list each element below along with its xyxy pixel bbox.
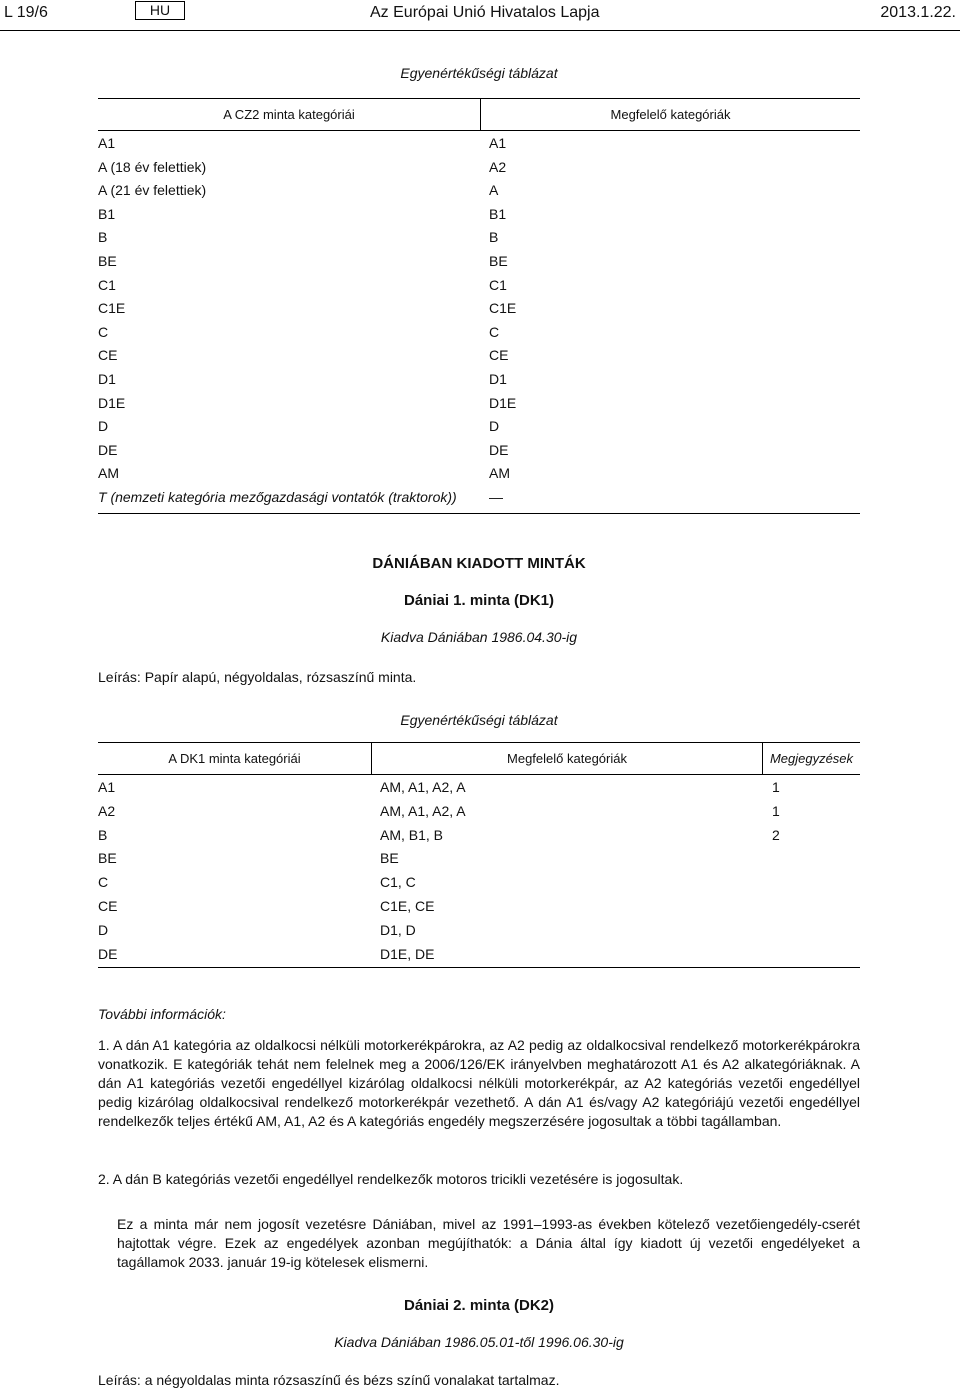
journal-title: Az Európai Unió Hivatalos Lapja xyxy=(370,4,600,21)
table-row xyxy=(98,156,860,180)
note-2: 2. A dán B kategóriás vezetői engedéllyel rendelkezők motoros tricikli vezetésére is jogosultak. xyxy=(98,1171,684,1187)
table-row xyxy=(98,824,860,848)
table2-cell-equivalent: C1, C xyxy=(380,874,416,891)
table2-cell-equivalent: AM, B1, B xyxy=(380,826,444,843)
notes-heading: További információk: xyxy=(98,1006,226,1022)
table1-cell-category: BE xyxy=(98,252,117,269)
table-row xyxy=(98,871,860,895)
table-row xyxy=(98,392,860,416)
table1-cell-category: CE xyxy=(98,347,118,364)
sample1-description: Leírás: Papír alapú, négyoldalas, rózsaszínű minta. xyxy=(98,669,417,685)
table1-cell-category: A (18 év felettiek) xyxy=(98,158,207,175)
page-header xyxy=(0,0,960,30)
table1-cell-category: A (21 év felettiek) xyxy=(98,182,207,199)
table1-cell-equivalent: A2 xyxy=(489,158,507,175)
table-row xyxy=(98,274,860,298)
table2-cell-category: C xyxy=(98,874,109,891)
table1-cell-category: B1 xyxy=(98,205,116,222)
table-row xyxy=(98,368,860,392)
table1-cell-equivalent: D1E xyxy=(489,394,517,411)
table1-header-rule xyxy=(98,130,860,131)
table2-cell-category: D xyxy=(98,921,109,938)
table2-caption: Egyenértékűségi táblázat xyxy=(400,712,558,728)
table-row xyxy=(98,132,860,156)
table-row xyxy=(98,297,860,321)
section-title: DÁNIÁBAN KIADOTT MINTÁK xyxy=(372,555,586,572)
table-row xyxy=(98,344,860,368)
table1-cell-equivalent: B1 xyxy=(489,205,507,222)
table2-cell-equivalent: D1E, DE xyxy=(380,945,435,962)
table1-cell-equivalent: D1 xyxy=(489,370,507,387)
table2-cell-category: BE xyxy=(98,850,117,867)
sample2-issued: Kiadva Dániában 1986.05.01-től 1996.06.30-ig xyxy=(334,1334,624,1350)
note-1: 1. A dán A1 kategória az oldalkocsi nélküli motorkerékpárokra, az A2 pedig az oldalkocsival rendelkező motorkerékpárokra vonatkozik. E kategóriák tehát nem felelnek meg a 2006/126/EK irányelvben meghatározott A1 és A2 alkategóriáknak. A dán A1 kategóriás vezetői engedéllyel kizárólag oldalkocsi nélküli motorkerékpár, az A2 kategóriás vezetői engedéllyel pedig kizárólag oldalkocsival rendelkező motorkerékpár vezethető. A dán A1 és/vagy A2 kategóriájú vezetői engedéllyel rendelkezők teljes értékű AM, A1, A2 és A kategóriás engedély megszerzésére jogosultak a többi tagállamban. xyxy=(98,1037,860,1129)
table1-col-header: A CZ2 minta kategóriái xyxy=(223,107,355,122)
table2-cell-note: 1 xyxy=(772,779,780,795)
table-row xyxy=(98,776,860,800)
table1-cell-category: T (nemzeti kategória mezőgazdasági vontatók (traktorok)) xyxy=(98,488,457,505)
table1-cell-equivalent: D xyxy=(489,418,500,435)
table1-cell-category: C xyxy=(98,323,109,340)
table-row xyxy=(98,847,860,871)
table-row xyxy=(98,895,860,919)
table2-cell-note: 1 xyxy=(772,802,780,819)
publication-date: 2013.1.22. xyxy=(880,4,956,21)
table2-body xyxy=(98,776,860,966)
table-row xyxy=(98,250,860,274)
table1-cell-category: C1E xyxy=(98,300,126,317)
table2-cell-equivalent: AM, A1, A2, A xyxy=(380,802,466,819)
table1-cell-category: D xyxy=(98,418,109,435)
table1-caption: Egyenértékűségi táblázat xyxy=(400,65,558,81)
table1-cell-category: B xyxy=(98,229,108,246)
table1-cell-category: DE xyxy=(98,441,118,458)
table-row xyxy=(98,439,860,463)
table1-cell-equivalent: A1 xyxy=(489,135,507,151)
table2-col-header: Megjegyzések xyxy=(769,751,854,766)
table2-bottom-rule xyxy=(98,967,860,968)
table2-cell-category: CE xyxy=(98,897,118,914)
table-row xyxy=(98,800,860,824)
table-row xyxy=(98,415,860,439)
header-divider xyxy=(0,30,960,31)
validity-paragraph: Ez a minta már nem jogosít vezetésre Dániában, mivel az 1991–1993-as években kötelező vezetőiengedély-cserét hajtottak végre. Ezek az engedélyek azonban megújíthatók: a Dánia által így kiadott új vezetői engedélyeket a tagállamok 2033. január 19-ig kötelesek elismerni. xyxy=(117,1216,860,1270)
table1-cell-category: A1 xyxy=(98,135,116,151)
table2-col-header: A DK1 minta kategóriái xyxy=(168,751,301,766)
page-number: L 19/6 xyxy=(4,4,48,21)
sample1-title: Dániai 1. minta (DK1) xyxy=(403,592,555,609)
table1-cell-equivalent: A xyxy=(489,182,499,199)
table-row xyxy=(98,919,860,943)
table2-header-rule xyxy=(98,774,860,775)
table2-cell-category: A2 xyxy=(98,802,116,819)
table2-cell-note: 2 xyxy=(772,826,780,843)
table1-cell-category: D1 xyxy=(98,370,116,387)
table2-cell-category: DE xyxy=(98,945,118,962)
table-row xyxy=(98,486,860,510)
table1-cell-equivalent: — xyxy=(489,488,503,505)
table1-cell-equivalent: CE xyxy=(489,347,509,364)
table1-cell-equivalent: C xyxy=(489,323,500,340)
table2-cell-equivalent: D1, D xyxy=(380,921,416,938)
table1-cell-equivalent: B xyxy=(489,229,499,246)
table2-top-rule xyxy=(98,742,860,743)
table1-cell-equivalent: C1E xyxy=(489,300,517,317)
table1-cell-equivalent: C1 xyxy=(489,276,507,293)
table2-col-header: Megfelelő kategóriák xyxy=(507,751,627,766)
table-row xyxy=(98,943,860,967)
table1-body xyxy=(98,132,860,510)
sample1-issued: Kiadva Dániában 1986.04.30-ig xyxy=(380,629,578,645)
table2-cell-equivalent: AM, A1, A2, A xyxy=(380,779,466,795)
table1-cell-category: D1E xyxy=(98,394,126,411)
table1-col-header: Megfelelő kategóriák xyxy=(610,107,731,122)
table2-cell-category: B xyxy=(98,826,108,843)
table-row xyxy=(98,226,860,250)
table1-top-rule xyxy=(98,98,860,99)
table-row xyxy=(98,462,860,486)
table-row xyxy=(98,203,860,227)
table1-cell-equivalent: DE xyxy=(489,441,509,458)
table2-cell-category: A1 xyxy=(98,779,116,795)
table1-cell-equivalent: AM xyxy=(489,465,510,482)
sample2-title: Dániai 2. minta (DK2) xyxy=(403,1297,555,1314)
table-row xyxy=(98,321,860,345)
table1-cell-equivalent: BE xyxy=(489,252,508,269)
table1-cell-category: C1 xyxy=(98,276,116,293)
table2-cell-equivalent: BE xyxy=(380,850,399,867)
sample2-description: Leírás: a négyoldalas minta rózsaszínű és bézs színű vonalakat tartalmaz. xyxy=(98,1372,560,1388)
table1-cell-category: AM xyxy=(98,465,119,482)
table1-bottom-rule xyxy=(98,513,860,514)
language-badge: HU xyxy=(135,1,185,20)
table2-cell-equivalent: C1E, CE xyxy=(380,897,435,914)
table-row xyxy=(98,179,860,203)
